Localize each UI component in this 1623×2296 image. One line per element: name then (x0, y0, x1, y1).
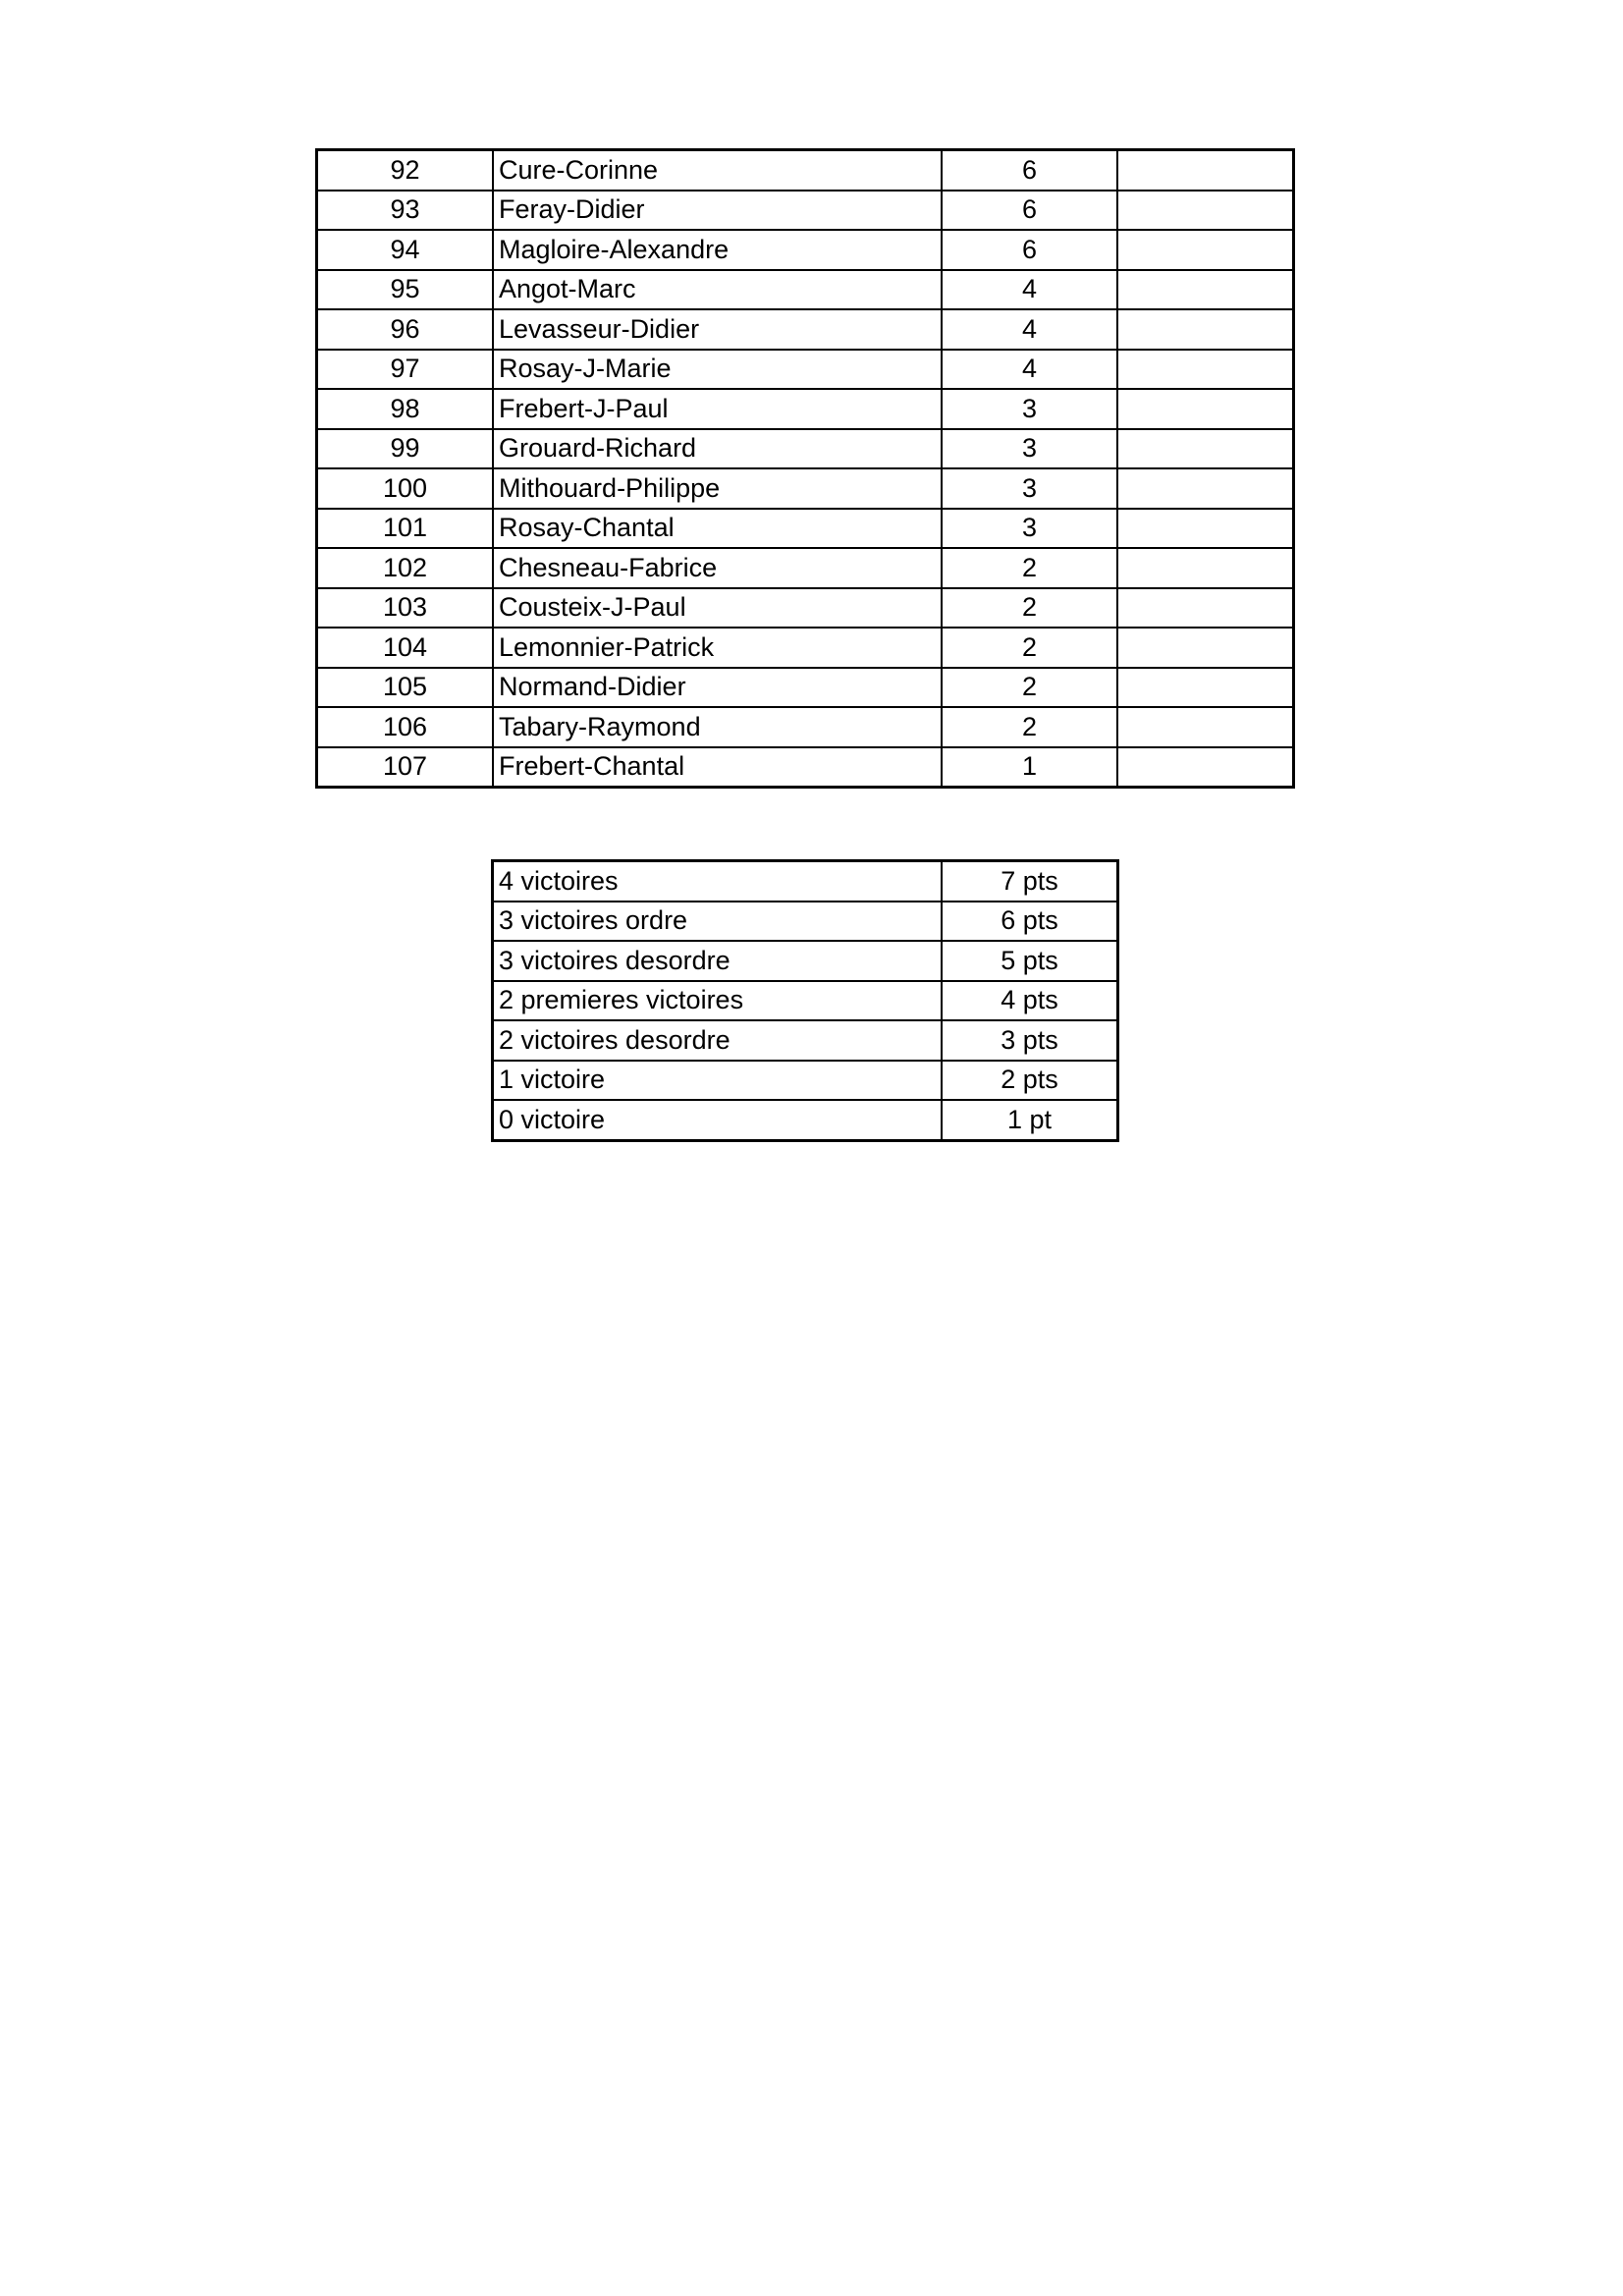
empty-cell (1117, 191, 1294, 231)
table-row (493, 981, 1118, 1021)
rank-cell: 96 (317, 309, 494, 350)
table-row (317, 230, 1294, 270)
rank-cell: 107 (317, 747, 494, 788)
points-cell: 2 pts (942, 1061, 1118, 1101)
score-cell: 6 (942, 150, 1117, 191)
points-cell: 6 pts (942, 902, 1118, 942)
player-name-cell: Frebert-Chantal (493, 747, 942, 788)
player-name-cell: Cure-Corinne (493, 150, 942, 191)
rank-cell: 98 (317, 389, 494, 429)
table-row (493, 1061, 1118, 1101)
points-cell: 5 pts (942, 941, 1118, 981)
empty-cell (1117, 588, 1294, 629)
score-cell: 2 (942, 628, 1117, 668)
points-cell: 3 pts (942, 1020, 1118, 1061)
empty-cell (1117, 707, 1294, 747)
result-label-cell: 2 victoires desordre (493, 1020, 943, 1061)
rank-cell: 104 (317, 628, 494, 668)
rank-cell: 100 (317, 468, 494, 509)
score-cell: 1 (942, 747, 1117, 788)
result-label-cell: 3 victoires ordre (493, 902, 943, 942)
table-row (317, 468, 1294, 509)
empty-cell (1117, 468, 1294, 509)
table-row (317, 389, 1294, 429)
player-name-cell: Chesneau-Fabrice (493, 548, 942, 588)
player-name-cell: Grouard-Richard (493, 429, 942, 469)
empty-cell (1117, 548, 1294, 588)
points-cell: 7 pts (942, 861, 1118, 902)
table-row (317, 588, 1294, 629)
result-label-cell: 0 victoire (493, 1100, 943, 1140)
empty-cell (1117, 429, 1294, 469)
empty-cell (1117, 270, 1294, 310)
score-cell: 2 (942, 588, 1117, 629)
table-row (317, 707, 1294, 747)
score-cell: 6 (942, 191, 1117, 231)
table-row (317, 747, 1294, 788)
table-row (317, 429, 1294, 469)
score-cell: 2 (942, 548, 1117, 588)
rank-cell: 97 (317, 350, 494, 390)
score-cell: 3 (942, 509, 1117, 549)
table-row (317, 150, 1294, 191)
score-cell: 6 (942, 230, 1117, 270)
score-cell: 3 (942, 389, 1117, 429)
rank-cell: 99 (317, 429, 494, 469)
player-name-cell: Lemonnier-Patrick (493, 628, 942, 668)
ranking-table (315, 148, 1295, 789)
result-label-cell: 2 premieres victoires (493, 981, 943, 1021)
rank-cell: 93 (317, 191, 494, 231)
score-cell: 4 (942, 350, 1117, 390)
empty-cell (1117, 668, 1294, 708)
player-name-cell: Levasseur-Didier (493, 309, 942, 350)
score-cell: 3 (942, 468, 1117, 509)
table-row (317, 270, 1294, 310)
result-label-cell: 1 victoire (493, 1061, 943, 1101)
result-label-cell: 3 victoires desordre (493, 941, 943, 981)
player-name-cell: Feray-Didier (493, 191, 942, 231)
table-row (493, 941, 1118, 981)
rank-cell: 106 (317, 707, 494, 747)
rank-cell: 92 (317, 150, 494, 191)
player-name-cell: Frebert-J-Paul (493, 389, 942, 429)
rank-cell: 103 (317, 588, 494, 629)
player-name-cell: Rosay-Chantal (493, 509, 942, 549)
table-row (493, 1020, 1118, 1061)
table-row (493, 1100, 1118, 1140)
empty-cell (1117, 747, 1294, 788)
score-cell: 4 (942, 270, 1117, 310)
player-name-cell: Cousteix-J-Paul (493, 588, 942, 629)
rank-cell: 105 (317, 668, 494, 708)
rank-cell: 101 (317, 509, 494, 549)
score-cell: 4 (942, 309, 1117, 350)
player-name-cell: Mithouard-Philippe (493, 468, 942, 509)
table-row (317, 668, 1294, 708)
table-row (493, 861, 1118, 902)
empty-cell (1117, 309, 1294, 350)
empty-cell (1117, 389, 1294, 429)
score-cell: 2 (942, 707, 1117, 747)
table-row (317, 309, 1294, 350)
table-row (317, 548, 1294, 588)
empty-cell (1117, 628, 1294, 668)
player-name-cell: Tabary-Raymond (493, 707, 942, 747)
player-name-cell: Angot-Marc (493, 270, 942, 310)
points-cell: 1 pt (942, 1100, 1118, 1140)
rank-cell: 95 (317, 270, 494, 310)
table-row (493, 902, 1118, 942)
empty-cell (1117, 230, 1294, 270)
empty-cell (1117, 350, 1294, 390)
points-cell: 4 pts (942, 981, 1118, 1021)
rank-cell: 102 (317, 548, 494, 588)
player-name-cell: Magloire-Alexandre (493, 230, 942, 270)
score-cell: 3 (942, 429, 1117, 469)
rank-cell: 94 (317, 230, 494, 270)
table-row (317, 191, 1294, 231)
result-label-cell: 4 victoires (493, 861, 943, 902)
player-name-cell: Rosay-J-Marie (493, 350, 942, 390)
empty-cell (1117, 150, 1294, 191)
points-scale-table (491, 859, 1119, 1142)
player-name-cell: Normand-Didier (493, 668, 942, 708)
table-row (317, 509, 1294, 549)
table-row (317, 350, 1294, 390)
table-row (317, 628, 1294, 668)
empty-cell (1117, 509, 1294, 549)
score-cell: 2 (942, 668, 1117, 708)
